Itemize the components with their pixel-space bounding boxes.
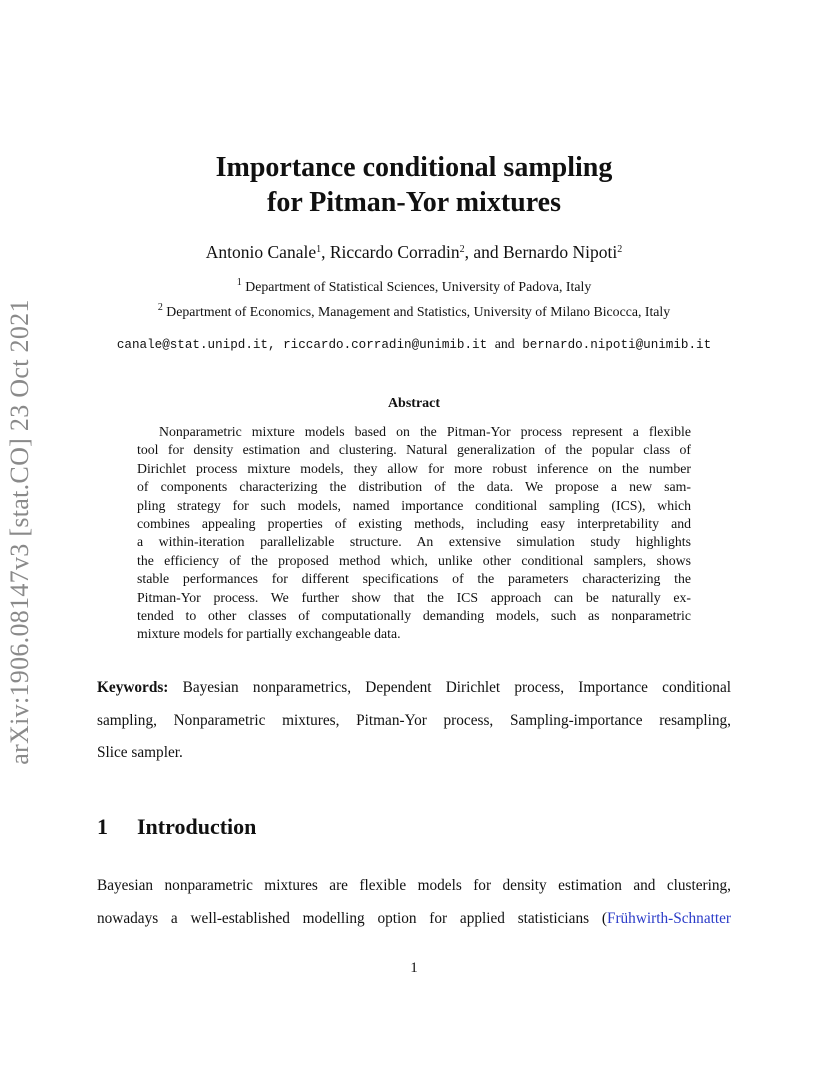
keywords-line-3: Slice sampler. (97, 744, 183, 761)
abstract-line: Nonparametric mixture models based on the Pitman-Yor process represent a flexible (159, 424, 691, 439)
keywords-block (97, 672, 731, 770)
paper-title (0, 150, 828, 220)
title-line-2: for Pitman-Yor mixtures (267, 187, 561, 218)
email-conjunction: and (494, 336, 515, 351)
abstract-line: the efficiency of the proposed method which, unlike other conditional samplers, shows (137, 552, 691, 568)
abstract-line: Pitman-Yor process. We further show that the ICS approach can be naturally ex- (137, 589, 691, 605)
abstract-line: tool for density estimation and clustering. Natural generalization of the popular class of (137, 442, 691, 458)
abstract-line: mixture models for partially exchangeable data. (137, 626, 401, 642)
author-separator: , and (464, 242, 503, 262)
author-affil-mark: 1 (316, 244, 322, 255)
abstract-body (137, 423, 691, 644)
affiliation-1 (0, 279, 828, 295)
affiliation-mark: 2 (157, 302, 163, 313)
keywords-line-1 (97, 672, 731, 705)
affiliation-text: Department of Economics, Management and Statistics, University of Milano Bicocca, Italy (166, 304, 671, 319)
keywords-line-2: sampling, Nonparametric mixtures, Pitman-Yor process, Sampling-importance resampling, (97, 711, 731, 729)
author-emails (0, 336, 828, 352)
abstract-line: tended to other classes of computationally demanding models, such as nonparametric (137, 608, 691, 624)
keywords-text: Bayesian nonparametrics, Dependent Dirichlet process, Importance conditional (182, 679, 731, 696)
author-affil-mark: 2 (459, 244, 465, 255)
intro-line-1: Bayesian nonparametric mixtures are flexible models for density estimation and clustering, (97, 877, 731, 894)
author-list (0, 242, 828, 263)
section-heading (97, 814, 256, 840)
affiliation-text: Department of Statistical Sciences, University of Padova, Italy (245, 279, 592, 294)
abstract-line: combines appealing properties of existing methods, including easy interpretability and (137, 516, 691, 532)
author-separator: , (321, 242, 330, 262)
author-name: Riccardo Corradin (329, 242, 460, 262)
abstract-line: Dirichlet process mixture models, they allow for more robust inference on the number (137, 460, 691, 476)
section-title: Introduction (137, 814, 257, 839)
intro-line-2-text: nowadays a well-established modelling option for applied statisticians ( (97, 909, 607, 927)
email-list-1: canale@stat.unipd.it, riccardo.corradin@unimib.it (116, 338, 488, 352)
arxiv-stamp-text: arXiv:1906.08147v3 [stat.CO] 23 Oct 2021 (5, 299, 34, 765)
abstract-line: stable performances for different specifications of the parameters characterizing the (137, 571, 691, 587)
keywords-label: Keywords: (97, 679, 169, 696)
affiliation-2 (0, 304, 828, 320)
citation-link[interactable]: Frühwirth-Schnatter (606, 909, 731, 927)
section-number: 1 (97, 814, 108, 839)
abstract-heading: Abstract (387, 396, 441, 411)
affiliation-mark: 1 (236, 277, 242, 288)
intro-line-2 (97, 903, 731, 936)
email-list-2: bernardo.nipoti@unimib.it (522, 338, 712, 352)
abstract-line: pling strategy for such models, named importance conditional sampling (ICS), which (137, 497, 691, 513)
title-line-1: Importance conditional sampling (215, 152, 613, 183)
page-number: 1 (410, 960, 418, 976)
abstract-line: a within-iteration parallelizable structure. An extensive simulation study highlights (137, 534, 691, 550)
author-name: Bernardo Nipoti (503, 242, 618, 262)
intro-paragraph (97, 870, 731, 935)
author-affil-mark: 2 (617, 244, 623, 255)
abstract-line: of components characterizing the distribution of the data. We propose a new sam- (137, 479, 691, 495)
author-name: Antonio Canale (205, 242, 317, 262)
